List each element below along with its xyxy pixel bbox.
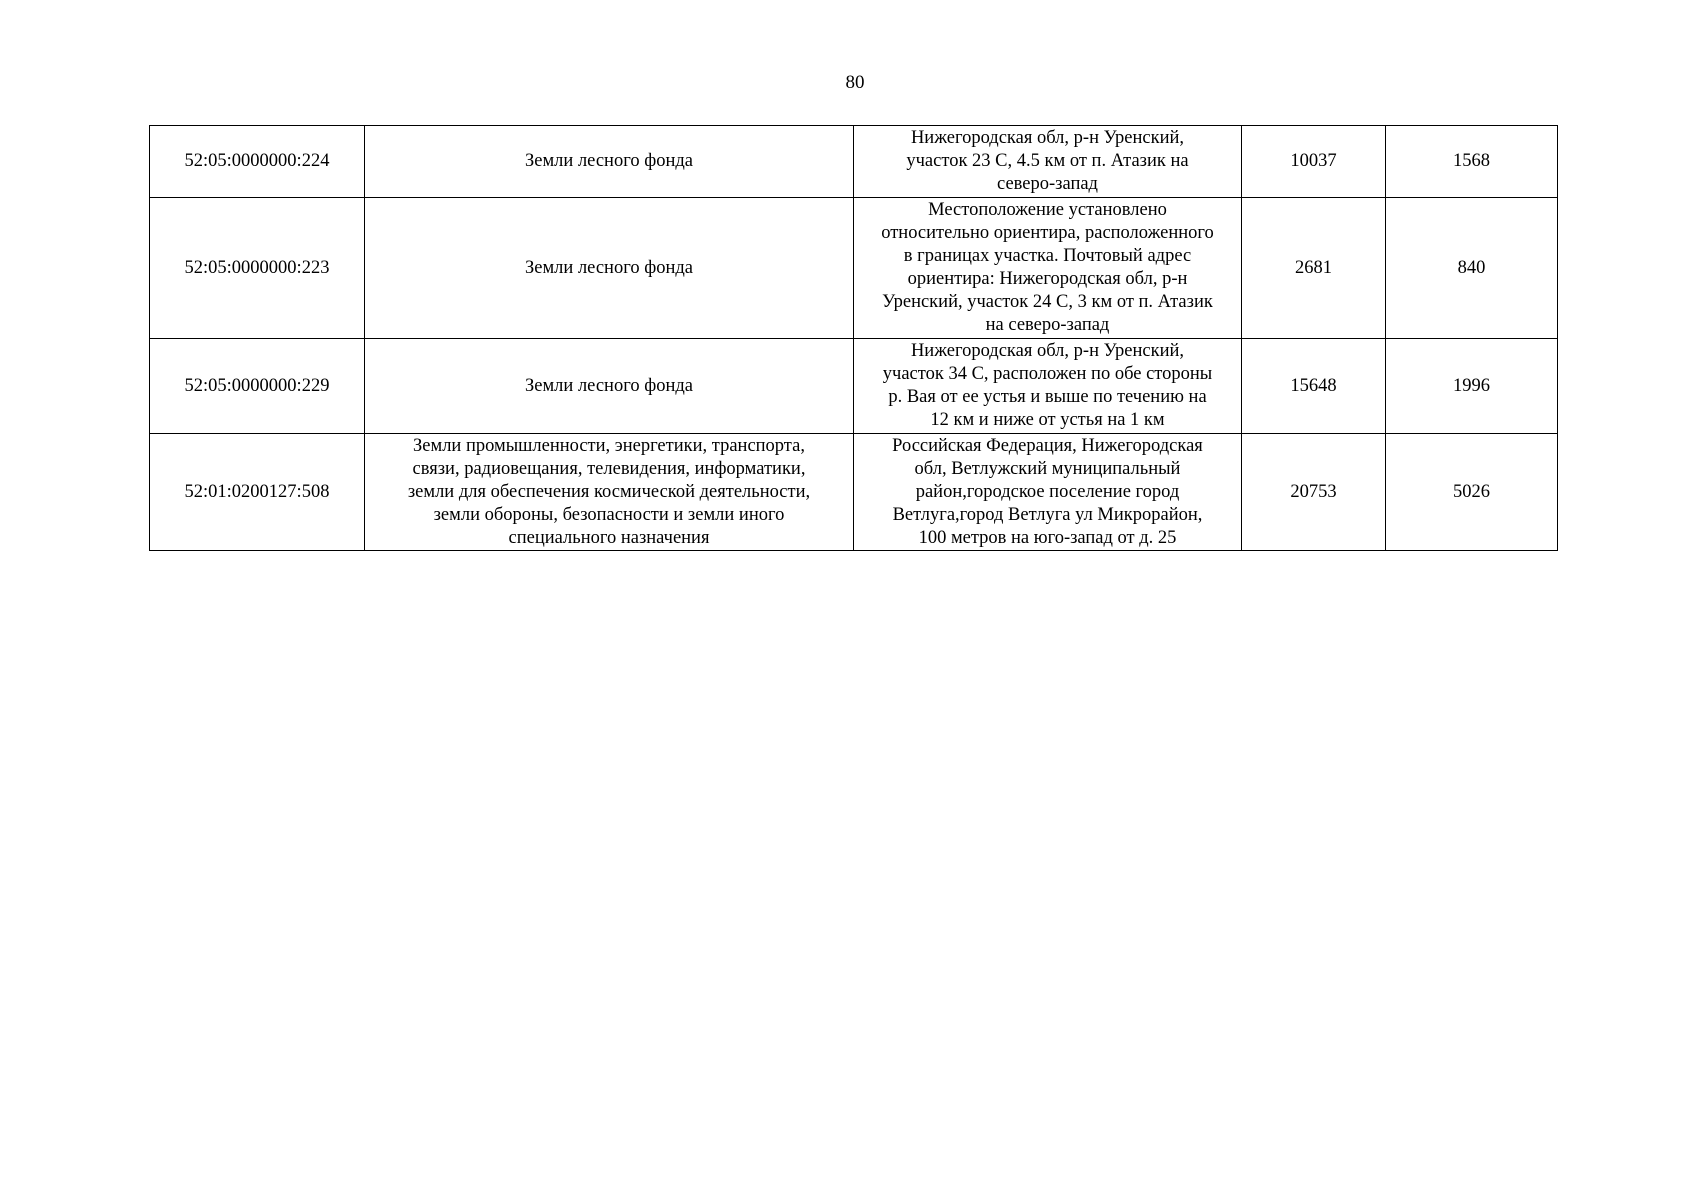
land-category-cell (365, 339, 854, 434)
address-line: участок 34 С, расположен по обе стороны (882, 364, 1213, 384)
address-line: Уренский, участок 24 С, 3 км от п. Атазик (882, 292, 1213, 312)
value-b-cell: 1996 (1386, 339, 1558, 434)
address-cell (854, 339, 1242, 434)
value-b-cell: 840 (1386, 198, 1558, 339)
address-line: 100 метров на юго-запад от д. 25 (918, 527, 1177, 548)
table-row (150, 198, 1558, 339)
value-a-cell: 10037 (1242, 126, 1386, 198)
cadastral-number-cell: 52:01:0200127:508 (150, 434, 365, 551)
address-line: на северо-запад (985, 315, 1110, 335)
land-category-line: земли обороны, безопасности и земли иного (433, 504, 785, 525)
land-category-line: связи, радиовещания, телевидения, информатики, (412, 458, 806, 479)
address-line: обл, Ветлужский муниципальный (914, 458, 1181, 479)
land-category-cell (365, 434, 854, 551)
value-a-cell: 20753 (1242, 434, 1386, 551)
address-line: участок 23 С, 4.5 км от п. Атазик на (906, 151, 1189, 171)
page-number: 80 (845, 72, 865, 93)
address-line: 12 км и ниже от устья на 1 км (930, 410, 1165, 430)
address-cell (854, 434, 1242, 551)
address-line: относительно ориентира, расположенного (881, 223, 1214, 243)
cadastral-number-cell: 52:05:0000000:224 (150, 126, 365, 198)
table-row (150, 339, 1558, 434)
value-a-cell: 2681 (1242, 198, 1386, 339)
land-category-line: земли для обеспечения космической деятельности, (407, 481, 811, 502)
value-a-cell: 15648 (1242, 339, 1386, 434)
address-cell (854, 126, 1242, 198)
land-category-cell (365, 198, 854, 339)
address-cell (854, 198, 1242, 339)
land-category-line: Земли лесного фонда (525, 151, 693, 171)
land-category-line: Земли лесного фонда (525, 375, 693, 396)
land-category-cell (365, 126, 854, 198)
land-category-line: Земли промышленности, энергетики, транспорта, (413, 435, 805, 456)
table-row (150, 434, 1558, 551)
address-line: Ветлуга,город Ветлуга ул Микрорайон, (892, 504, 1203, 525)
address-line: северо-запад (997, 174, 1098, 194)
land-plots-table (149, 125, 1558, 551)
land-category-line: специального назначения (508, 527, 710, 548)
address-line: в границах участка. Почтовый адрес (903, 246, 1192, 266)
cadastral-number-cell: 52:05:0000000:223 (150, 198, 365, 339)
address-line: ориентира: Нижегородская обл, р-н (907, 269, 1188, 289)
cadastral-number-cell: 52:05:0000000:229 (150, 339, 365, 434)
address-line: Нижегородская обл, р-н Уренский, (910, 128, 1185, 148)
address-line: Российская Федерация, Нижегородская (892, 435, 1203, 456)
address-line: р. Вая от ее устья и выше по течению на (888, 387, 1207, 407)
address-line: Нижегородская обл, р-н Уренский, (910, 341, 1185, 361)
address-line: район,городское поселение город (915, 481, 1180, 502)
address-line: Местоположение установлено (928, 200, 1167, 220)
land-plots-table-container (149, 125, 1558, 551)
value-b-cell: 5026 (1386, 434, 1558, 551)
value-b-cell: 1568 (1386, 126, 1558, 198)
land-category-line: Земли лесного фонда (525, 257, 693, 278)
table-row (150, 126, 1558, 198)
